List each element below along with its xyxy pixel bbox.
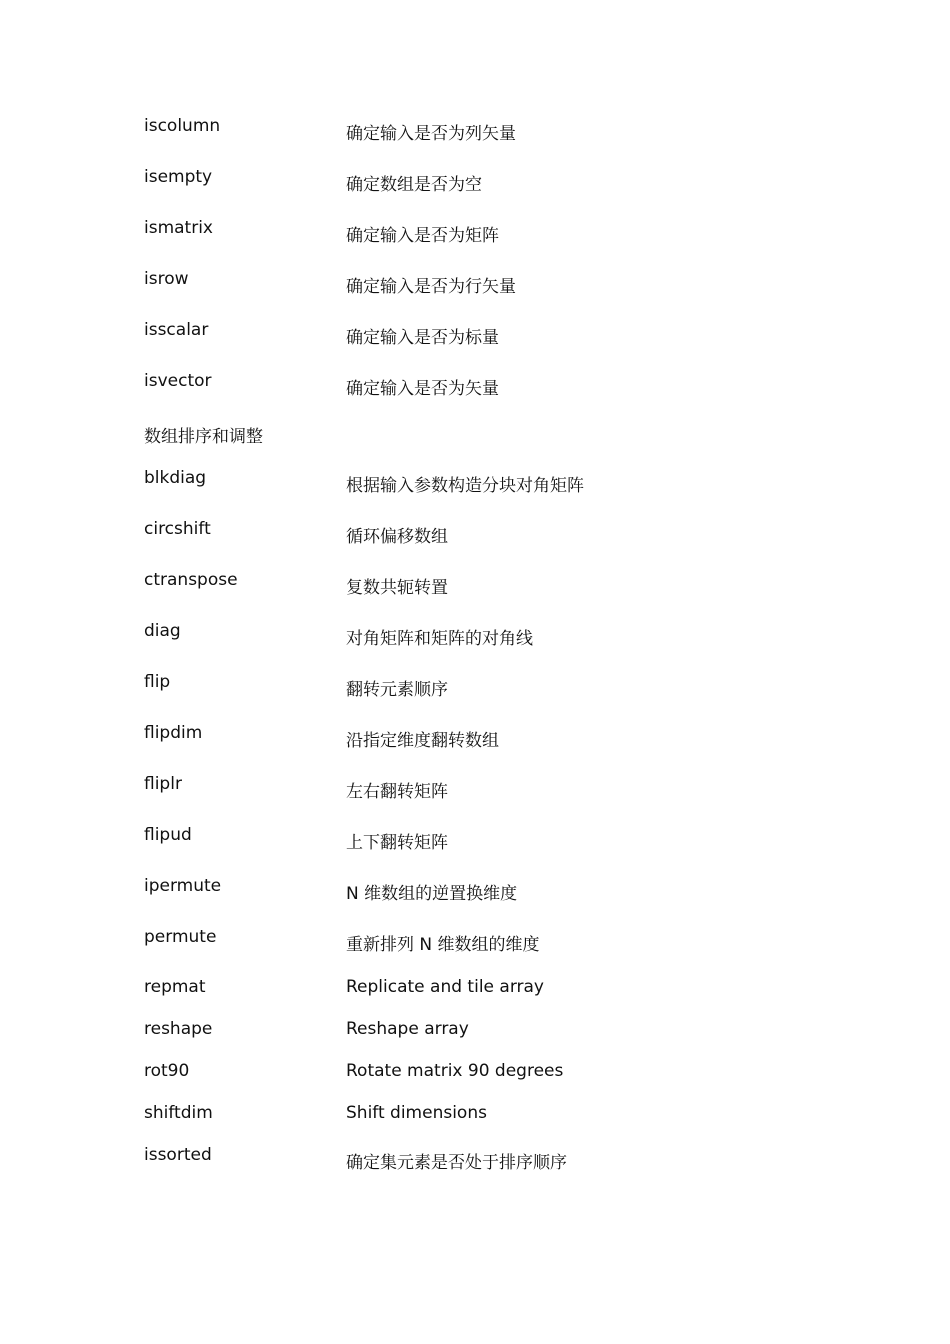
function-name: flip [144,672,171,692]
table-row [144,167,844,197]
function-name: isempty [144,167,213,187]
table-row [144,269,844,299]
function-description: 确定输入是否为矢量 [346,379,499,399]
function-description: Rotate matrix 90 degrees [346,1061,564,1081]
function-name: ctranspose [144,570,238,590]
section-heading: 数组排序和调整 [144,427,263,447]
function-description: 确定输入是否为列矢量 [346,124,516,144]
function-description: Shift dimensions [346,1103,487,1123]
table-row [144,723,844,753]
function-description: 沿指定维度翻转数组 [346,731,499,751]
function-description: 翻转元素顺序 [346,680,448,700]
function-name: flipud [144,825,192,845]
table-row [144,1103,844,1133]
function-name: permute [144,927,217,947]
table-row [144,927,844,957]
table-row [144,825,844,855]
function-name: reshape [144,1019,213,1039]
function-description: 重新排列 N 维数组的维度 [346,935,540,955]
function-description: 复数共轭转置 [346,578,448,598]
function-description: N 维数组的逆置换维度 [346,884,518,904]
function-name: isvector [144,371,212,391]
table-row [144,774,844,804]
function-name: ismatrix [144,218,213,238]
table-row [144,621,844,651]
function-description: 确定输入是否为行矢量 [346,277,516,297]
function-name: circshift [144,519,211,539]
table-row [144,320,844,350]
function-name: iscolumn [144,116,221,136]
function-description: 上下翻转矩阵 [346,833,448,853]
function-name: issorted [144,1145,212,1165]
function-name: isrow [144,269,189,289]
table-row [144,977,844,1007]
function-description: Replicate and tile array [346,977,544,997]
function-description: 对角矩阵和矩阵的对角线 [346,629,533,649]
table-row [144,1145,844,1175]
function-description: 确定输入是否为矩阵 [346,226,499,246]
function-name: shiftdim [144,1103,213,1123]
function-name: flipdim [144,723,203,743]
table-row [144,570,844,600]
function-name: rot90 [144,1061,190,1081]
function-description: 确定集元素是否处于排序顺序 [346,1153,567,1173]
table-row [144,218,844,248]
table-row [144,1061,844,1091]
function-name: isscalar [144,320,209,340]
table-row [144,116,844,146]
function-name: repmat [144,977,206,997]
function-name: fliplr [144,774,182,794]
function-description: Reshape array [346,1019,469,1039]
function-description: 循环偏移数组 [346,527,448,547]
function-name: blkdiag [144,468,207,488]
function-description: 左右翻转矩阵 [346,782,448,802]
function-description: 根据输入参数构造分块对角矩阵 [346,476,584,496]
table-row [144,371,844,401]
function-description: 确定输入是否为标量 [346,328,499,348]
table-row [144,519,844,549]
function-name: diag [144,621,181,641]
function-description: 确定数组是否为空 [346,175,482,195]
table-row [144,876,844,906]
table-row [144,468,844,498]
function-name: ipermute [144,876,222,896]
table-row [144,672,844,702]
table-row [144,1019,844,1049]
